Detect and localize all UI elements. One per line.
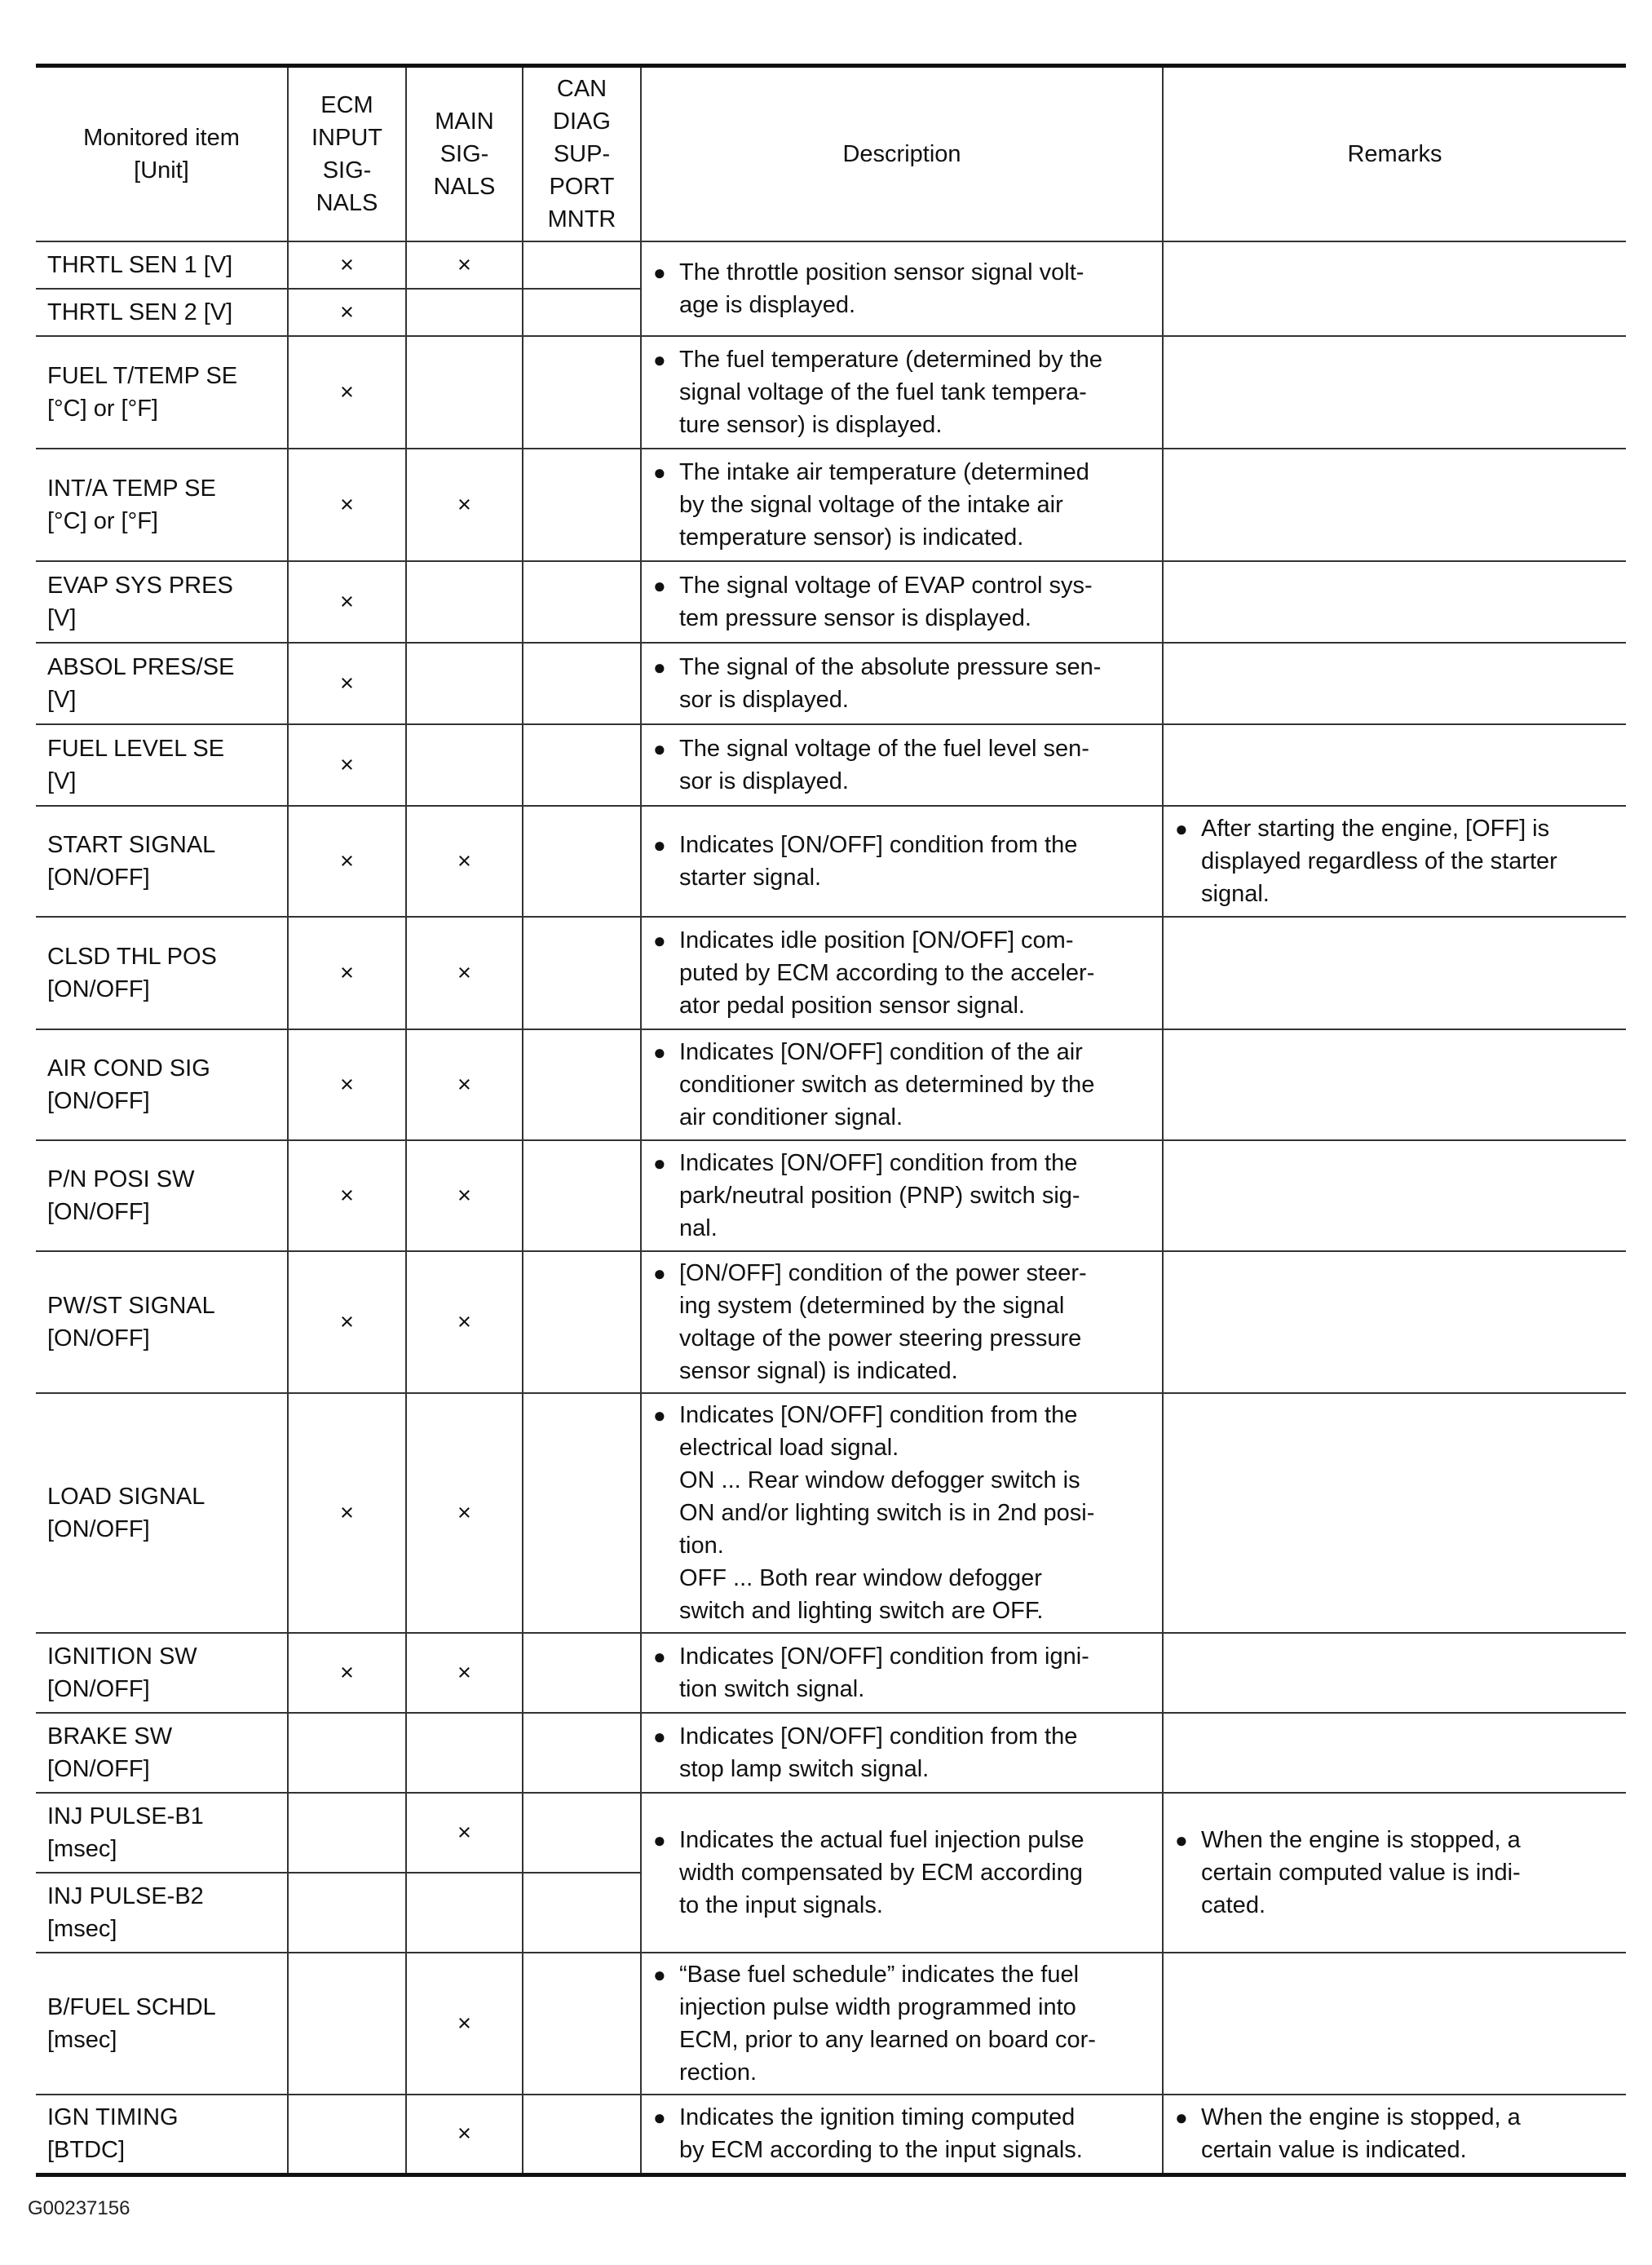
ecm-mark-cell bbox=[288, 1953, 406, 2095]
table-row bbox=[36, 1140, 1626, 1251]
remarks-cell bbox=[1163, 561, 1626, 643]
main-mark-cell: × bbox=[406, 1140, 523, 1251]
can-mark-cell bbox=[523, 2095, 641, 2174]
remarks-cell bbox=[1163, 241, 1626, 336]
description-cell bbox=[641, 1393, 1163, 1633]
bullet-icon: ● bbox=[653, 1403, 666, 1427]
table-row bbox=[36, 1713, 1626, 1793]
monitored-item-cell: INJ PULSE-B2 [msec] bbox=[36, 1873, 288, 1953]
remarks-cell bbox=[1163, 806, 1626, 917]
monitored-item-cell: AIR COND SIG [ON/OFF] bbox=[36, 1029, 288, 1140]
monitored-item-cell: B/FUEL SCHDL [msec] bbox=[36, 1953, 288, 2095]
header-main-signals: MAIN SIG- NALS bbox=[406, 66, 523, 242]
bullet-icon: ● bbox=[653, 1828, 666, 1852]
monitored-item-cell: INJ PULSE-B1 [msec] bbox=[36, 1793, 288, 1873]
description-cell bbox=[641, 1953, 1163, 2095]
monitored-item-cell: PW/ST SIGNAL [ON/OFF] bbox=[36, 1251, 288, 1393]
description-bullet: ● Indicates idle position [ON/OFF] com- puted by ECM according to the acceler- ator pedal position sensor signal. bbox=[653, 924, 1151, 1022]
can-mark-cell bbox=[523, 1393, 641, 1633]
monitored-item-cell: IGN TIMING [BTDC] bbox=[36, 2095, 288, 2174]
table-row bbox=[36, 336, 1626, 449]
ecm-mark-cell: × bbox=[288, 1633, 406, 1713]
monitored-item-cell: START SIGNAL [ON/OFF] bbox=[36, 806, 288, 917]
main-mark-cell: × bbox=[406, 1633, 523, 1713]
bullet-icon: ● bbox=[1175, 1828, 1188, 1852]
table-row bbox=[36, 806, 1626, 917]
can-mark-cell bbox=[523, 917, 641, 1029]
table-row bbox=[36, 241, 1626, 289]
main-mark-cell: × bbox=[406, 1029, 523, 1140]
table-row bbox=[36, 449, 1626, 561]
main-mark-cell bbox=[406, 1873, 523, 1953]
can-mark-cell bbox=[523, 1713, 641, 1793]
bullet-icon: ● bbox=[653, 460, 666, 484]
bullet-icon: ● bbox=[653, 1261, 666, 1285]
description-bullet: ● Indicates [ON/OFF] condition from the electrical load signal. ON ... Rear window defogger switch is ON and/or lighting switch is in 2nd posi- tion. OFF ... Both rear window defogger switch and lighting switch are OFF. bbox=[653, 1399, 1151, 1627]
main-mark-cell: × bbox=[406, 2095, 523, 2174]
description-bullet: ● [ON/OFF] condition of the power steer- ing system (determined by the signal voltage of the power steering pressure sensor signal) is indicated. bbox=[653, 1257, 1151, 1387]
description-cell bbox=[641, 724, 1163, 806]
description-bullet: ● The signal of the absolute pressure sen- sor is displayed. bbox=[653, 651, 1151, 716]
table-row bbox=[36, 1793, 1626, 1873]
monitored-item-cell: CLSD THL POS [ON/OFF] bbox=[36, 917, 288, 1029]
remarks-cell bbox=[1163, 336, 1626, 449]
ecm-mark-cell bbox=[288, 1713, 406, 1793]
remarks-cell bbox=[1163, 643, 1626, 724]
table-row bbox=[36, 1251, 1626, 1393]
bullet-icon: ● bbox=[653, 1151, 666, 1175]
can-mark-cell bbox=[523, 1029, 641, 1140]
bullet-icon: ● bbox=[653, 260, 666, 285]
description-bullet: ● The throttle position sensor signal volt- age is displayed. bbox=[653, 256, 1151, 321]
ecm-mark-cell bbox=[288, 1873, 406, 1953]
monitored-item-cell: EVAP SYS PRES [V] bbox=[36, 561, 288, 643]
monitored-item-cell: P/N POSI SW [ON/OFF] bbox=[36, 1140, 288, 1251]
can-mark-cell bbox=[523, 1140, 641, 1251]
figure-id: G00237156 bbox=[28, 2197, 130, 2219]
ecm-mark-cell: × bbox=[288, 1140, 406, 1251]
ecm-mark-cell: × bbox=[288, 806, 406, 917]
monitored-items-table bbox=[36, 64, 1626, 2177]
description-cell bbox=[641, 1633, 1163, 1713]
table-row bbox=[36, 2095, 1626, 2174]
bullet-icon: ● bbox=[1175, 2105, 1188, 2130]
main-mark-cell bbox=[406, 336, 523, 449]
remarks-cell bbox=[1163, 1633, 1626, 1713]
table-row bbox=[36, 724, 1626, 806]
ecm-mark-cell: × bbox=[288, 449, 406, 561]
description-bullet: ● Indicates [ON/OFF] condition from igni- tion switch signal. bbox=[653, 1640, 1151, 1705]
monitored-item-cell: THRTL SEN 2 [V] bbox=[36, 289, 288, 336]
remarks-cell bbox=[1163, 917, 1626, 1029]
bullet-icon: ● bbox=[653, 1724, 666, 1749]
description-cell bbox=[641, 643, 1163, 724]
can-mark-cell bbox=[523, 1873, 641, 1953]
description-bullet: ● The intake air temperature (determined by the signal voltage of the intake air temperature sensor) is indicated. bbox=[653, 456, 1151, 554]
ecm-mark-cell: × bbox=[288, 724, 406, 806]
description-bullet: ● The fuel temperature (determined by the signal voltage of the fuel tank tempera- ture sensor) is displayed. bbox=[653, 343, 1151, 441]
can-mark-cell bbox=[523, 643, 641, 724]
can-mark-cell bbox=[523, 336, 641, 449]
description-cell bbox=[641, 917, 1163, 1029]
ecm-mark-cell: × bbox=[288, 1251, 406, 1393]
can-mark-cell bbox=[523, 561, 641, 643]
ecm-mark-cell: × bbox=[288, 336, 406, 449]
remarks-bullet: ● When the engine is stopped, a certain value is indicated. bbox=[1175, 2101, 1614, 2166]
monitored-item-cell: LOAD SIGNAL [ON/OFF] bbox=[36, 1393, 288, 1633]
description-cell bbox=[641, 1793, 1163, 1953]
description-cell bbox=[641, 1140, 1163, 1251]
description-bullet: ● The signal voltage of EVAP control sys- tem pressure sensor is displayed. bbox=[653, 569, 1151, 635]
monitored-item-cell: FUEL T/TEMP SE [°C] or [°F] bbox=[36, 336, 288, 449]
table-row bbox=[36, 1393, 1626, 1633]
header-monitored-item: Monitored item [Unit] bbox=[36, 66, 288, 242]
can-mark-cell bbox=[523, 241, 641, 289]
main-mark-cell bbox=[406, 289, 523, 336]
description-bullet: ● Indicates [ON/OFF] condition of the air conditioner switch as determined by the air conditioner signal. bbox=[653, 1036, 1151, 1134]
bullet-icon: ● bbox=[653, 833, 666, 857]
ecm-mark-cell: × bbox=[288, 1029, 406, 1140]
remarks-cell bbox=[1163, 724, 1626, 806]
main-mark-cell: × bbox=[406, 917, 523, 1029]
remarks-cell bbox=[1163, 1140, 1626, 1251]
description-cell bbox=[641, 449, 1163, 561]
description-cell bbox=[641, 1029, 1163, 1140]
monitored-item-cell: ABSOL PRES/SE [V] bbox=[36, 643, 288, 724]
remarks-bullet: ● After starting the engine, [OFF] is displayed regardless of the starter signal. bbox=[1175, 812, 1614, 910]
table-body bbox=[36, 241, 1626, 2174]
remarks-cell bbox=[1163, 1793, 1626, 1953]
remarks-cell bbox=[1163, 1713, 1626, 1793]
bullet-icon: ● bbox=[653, 573, 666, 598]
remarks-cell bbox=[1163, 1393, 1626, 1633]
table-row bbox=[36, 917, 1626, 1029]
table-row bbox=[36, 1953, 1626, 2095]
main-mark-cell: × bbox=[406, 241, 523, 289]
ecm-mark-cell: × bbox=[288, 917, 406, 1029]
header-remarks: Remarks bbox=[1163, 66, 1626, 242]
ecm-mark-cell bbox=[288, 1793, 406, 1873]
ecm-mark-cell: × bbox=[288, 561, 406, 643]
main-mark-cell: × bbox=[406, 1793, 523, 1873]
can-mark-cell bbox=[523, 724, 641, 806]
description-cell bbox=[641, 2095, 1163, 2174]
bullet-icon: ● bbox=[653, 1644, 666, 1669]
remarks-cell bbox=[1163, 1251, 1626, 1393]
bullet-icon: ● bbox=[653, 1962, 666, 1987]
table-row bbox=[36, 1633, 1626, 1713]
header-description: Description bbox=[641, 66, 1163, 242]
can-mark-cell bbox=[523, 1251, 641, 1393]
description-bullet: ● Indicates the ignition timing computed by ECM according to the input signals. bbox=[653, 2101, 1151, 2166]
bullet-icon: ● bbox=[653, 737, 666, 761]
description-cell bbox=[641, 561, 1163, 643]
description-bullet: ● Indicates the actual fuel injection pulse width compensated by ECM according to the input signals. bbox=[653, 1824, 1151, 1922]
table-header-row bbox=[36, 66, 1626, 242]
description-bullet: ● “Base fuel schedule” indicates the fuel injection pulse width programmed into ECM, prior to any learned on board cor- rection. bbox=[653, 1958, 1151, 2089]
main-mark-cell: × bbox=[406, 1953, 523, 2095]
main-mark-cell: × bbox=[406, 1251, 523, 1393]
remarks-cell bbox=[1163, 1029, 1626, 1140]
description-cell bbox=[641, 1713, 1163, 1793]
monitored-item-cell: THRTL SEN 1 [V] bbox=[36, 241, 288, 289]
table-row bbox=[36, 561, 1626, 643]
remarks-cell bbox=[1163, 1953, 1626, 2095]
ecm-mark-cell: × bbox=[288, 289, 406, 336]
bullet-icon: ● bbox=[653, 347, 666, 372]
monitored-item-cell: BRAKE SW [ON/OFF] bbox=[36, 1713, 288, 1793]
monitor-table-container bbox=[36, 64, 1626, 2177]
table-row bbox=[36, 643, 1626, 724]
ecm-mark-cell: × bbox=[288, 1393, 406, 1633]
bullet-icon: ● bbox=[1175, 816, 1188, 841]
monitored-item-cell: IGNITION SW [ON/OFF] bbox=[36, 1633, 288, 1713]
ecm-mark-cell: × bbox=[288, 241, 406, 289]
description-bullet: ● Indicates [ON/OFF] condition from the stop lamp switch signal. bbox=[653, 1720, 1151, 1785]
can-mark-cell bbox=[523, 806, 641, 917]
can-mark-cell bbox=[523, 1953, 641, 2095]
description-bullet: ● Indicates [ON/OFF] condition from the starter signal. bbox=[653, 829, 1151, 894]
bullet-icon: ● bbox=[653, 2105, 666, 2130]
table-row bbox=[36, 1029, 1626, 1140]
header-ecm-input-signals: ECM INPUT SIG- NALS bbox=[288, 66, 406, 242]
remarks-cell bbox=[1163, 2095, 1626, 2174]
can-mark-cell bbox=[523, 1793, 641, 1873]
header-can-diag-support-mntr: CAN DIAG SUP- PORT MNTR bbox=[523, 66, 641, 242]
description-bullet: ● Indicates [ON/OFF] condition from the park/neutral position (PNP) switch sig- nal. bbox=[653, 1147, 1151, 1245]
description-bullet: ● The signal voltage of the fuel level sen- sor is displayed. bbox=[653, 732, 1151, 798]
ecm-mark-cell: × bbox=[288, 643, 406, 724]
description-cell bbox=[641, 241, 1163, 336]
can-mark-cell bbox=[523, 1633, 641, 1713]
remarks-cell bbox=[1163, 449, 1626, 561]
main-mark-cell bbox=[406, 561, 523, 643]
main-mark-cell: × bbox=[406, 806, 523, 917]
monitored-item-cell: FUEL LEVEL SE [V] bbox=[36, 724, 288, 806]
ecm-mark-cell bbox=[288, 2095, 406, 2174]
description-cell bbox=[641, 806, 1163, 917]
bullet-icon: ● bbox=[653, 928, 666, 953]
monitored-item-cell: INT/A TEMP SE [°C] or [°F] bbox=[36, 449, 288, 561]
main-mark-cell bbox=[406, 643, 523, 724]
description-cell bbox=[641, 1251, 1163, 1393]
bullet-icon: ● bbox=[653, 655, 666, 679]
main-mark-cell: × bbox=[406, 1393, 523, 1633]
main-mark-cell bbox=[406, 724, 523, 806]
main-mark-cell bbox=[406, 1713, 523, 1793]
main-mark-cell: × bbox=[406, 449, 523, 561]
can-mark-cell bbox=[523, 289, 641, 336]
remarks-bullet: ● When the engine is stopped, a certain computed value is indi- cated. bbox=[1175, 1824, 1614, 1922]
can-mark-cell bbox=[523, 449, 641, 561]
description-cell bbox=[641, 336, 1163, 449]
bullet-icon: ● bbox=[653, 1040, 666, 1064]
